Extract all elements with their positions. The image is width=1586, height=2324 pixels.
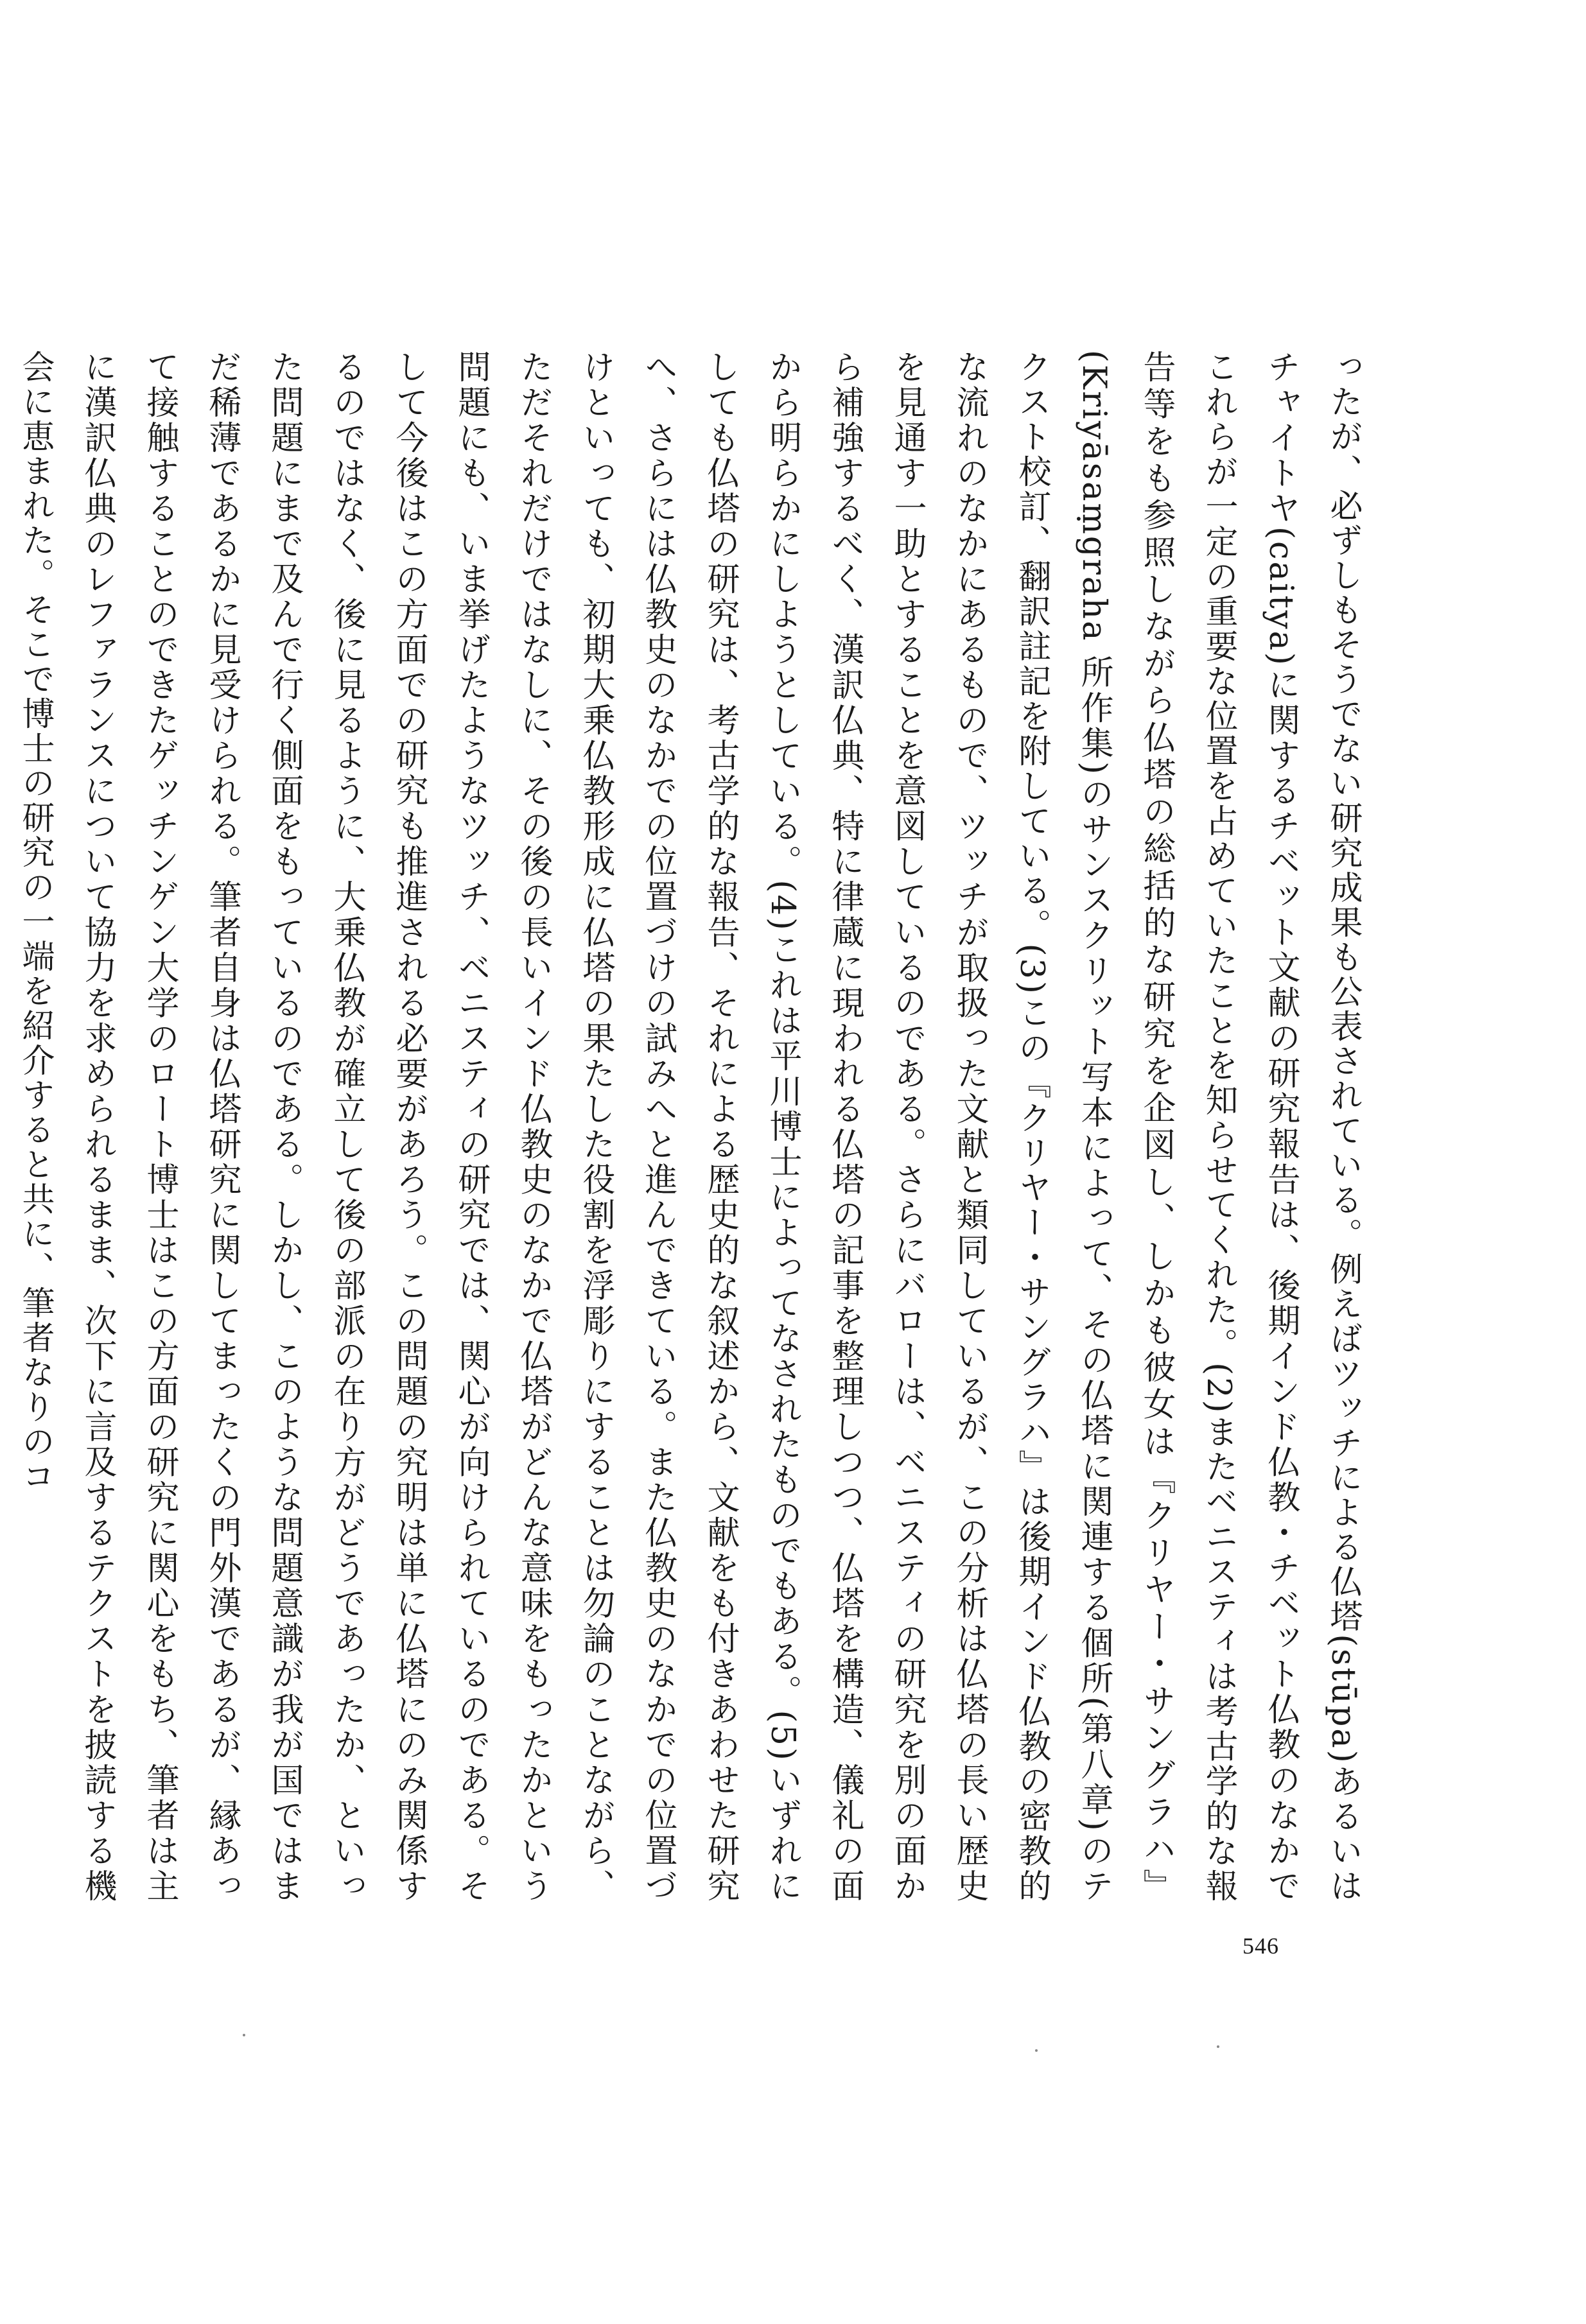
- scan-speck: [243, 2034, 245, 2036]
- body-paragraph: ったが、必ずしもそうでない研究成果も公表されている。例えばツッチによる仏塔(stūpa)あるいはチャイトヤ(caitya)に関するチベット文献の研究報告は、後期インド仏教・チベット仏教のなかでこれらが一定の重要な位置を占めていたことを知らせてくれた。(2)またベニスティは考古学的な報告等をも参照しながら仏塔の総括的な研究を企図し、しかも彼女は『クリヤー・サングラハ』(Kriyāsaṃgraha 所作集)のサンスクリット写本によって、その仏塔に関連する個所(第八章)のテクスト校訂、翻訳註記を附している。(3)この『クリヤー・サングラハ』は後期インド仏教の密教的な流れのなかにあるもので、ツッチが取扱った文献と類同しているが、この分析は仏塔の長い歴史を見通す一助とすることを意図しているのである。さらにバローは、ベニスティの研究を別の面から補強するべく、漢訳仏典、特に律蔵に現われる仏塔の記事を整理しつつ、仏塔を構造、儀礼の面から明らかにしようとしている。(4)これは平川博士によってなされたものでもある。(5)いずれにしても仏塔の研究は、考古学的な報告、それによる歴史的な叙述から、文献をも付きあわせた研究へ、さらには仏教史のなかでの位置づけの試みへと進んできている。また仏教史のなかでの位置づけといっても、初期大乗仏教形成に仏塔の果たした役割を浮彫りにすることは勿論のことながら、ただそれだけではなしに、その後の長いインド仏教史のなかで仏塔がどんな意味をもったかという問題にも、いま挙げたようなツッチ、ベニスティの研究では、関心が向けられているのである。そして今後はこの方面での研究も推進される必要があろう。この問題の究明は単に仏塔にのみ関係するのではなく、後に見るように、大乗仏教が確立して後の部派の在り方がどうであったか、といった問題にまで及んで行く側面をもっているのである。しかし、このような問題意識が我が国ではまだ稀薄であるかに見受けられる。筆者自身は仏塔研究に関してまったくの門外漢であるが、縁あって接触することのできたゲッチンゲン大学のロート博士はこの方面の研究に関心をもち、筆者は主に漢訳仏典のレファランスについて協力を求められるまま、次下に言及するテクストを披読する機会に恵まれた。そこで博士の研究の一端を紹介すると共に、筆者なりのコ: [16, 350, 1362, 1904]
- vertical-body-text: [16, 350, 1374, 1904]
- scan-speck: [1035, 2049, 1038, 2052]
- page-number: 546: [1242, 1933, 1279, 1959]
- scan-speck: [1217, 2045, 1219, 2048]
